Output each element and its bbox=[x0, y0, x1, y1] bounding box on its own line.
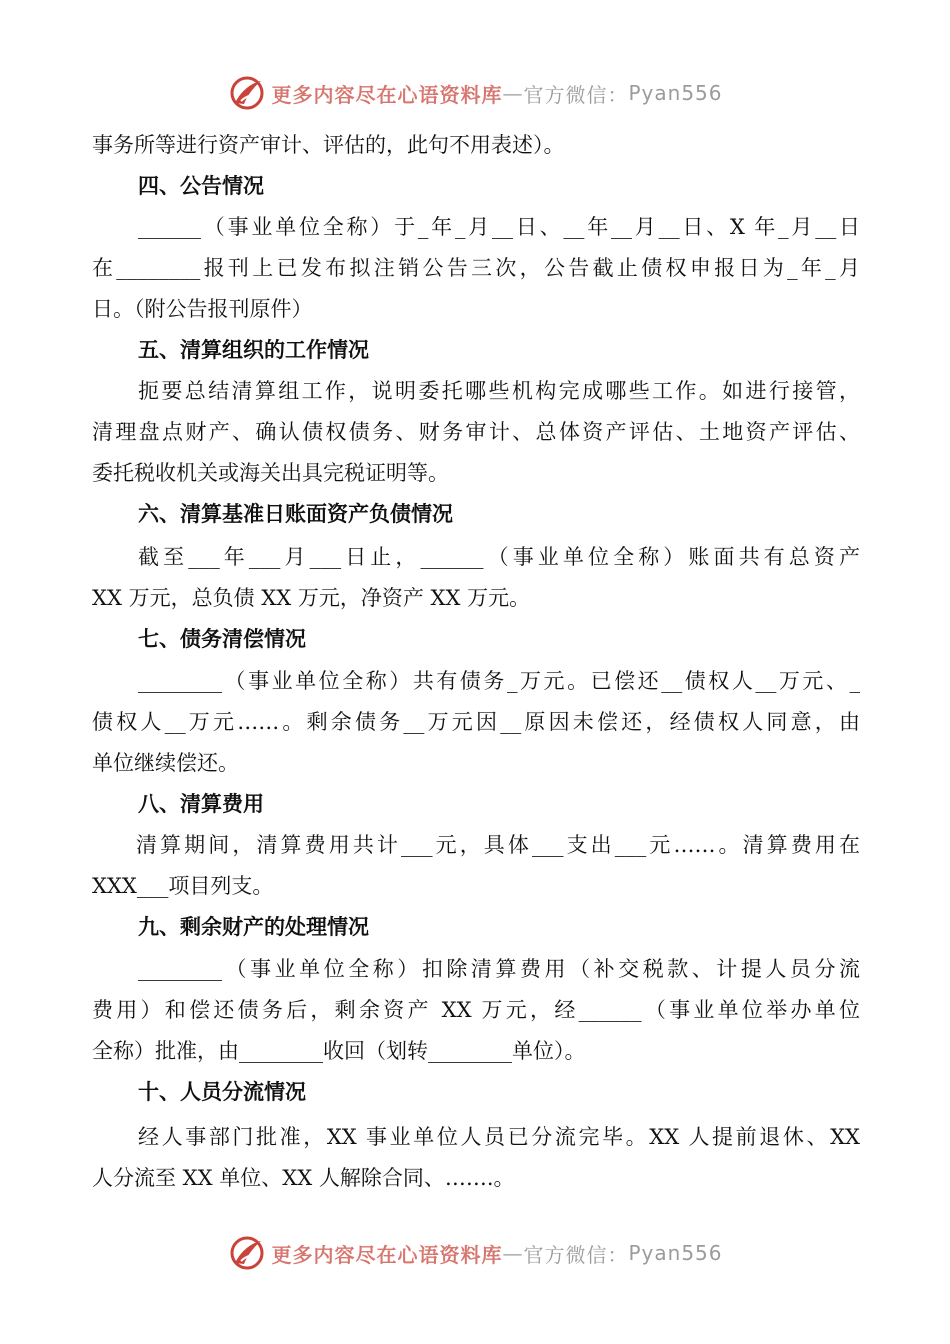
paragraph-line: 债权人__万元……。剩余债务__万元因__原因未偿还，经债权人同意，由 bbox=[92, 710, 860, 734]
paragraph-line: ______（事业单位全称）于_年_月__日、__年__月__日、X 年_月__日 bbox=[138, 215, 860, 239]
paragraph-line: XXX___项目列支。 bbox=[92, 874, 274, 898]
banner-main-text: 更多内容尽在心语资料库 bbox=[271, 82, 503, 107]
section-heading-8: 八、清算费用 bbox=[138, 792, 264, 816]
paragraph-line: 委托税收机关或海关出具完税证明等。 bbox=[92, 461, 449, 485]
banner-separator: — bbox=[502, 81, 524, 105]
brand-logo-icon bbox=[227, 73, 267, 113]
paragraph-line: ________（事业单位全称）共有债务_万元。已偿还__债权人__万元、_ bbox=[138, 669, 860, 693]
banner-main-text: 更多内容尽在心语资料库 bbox=[271, 1242, 503, 1267]
banner-side-text: 官方微信： bbox=[523, 1242, 629, 1267]
section-heading-7: 七、债务清偿情况 bbox=[138, 627, 306, 651]
paragraph-line: 扼要总结清算组工作，说明委托哪些机构完成哪些工作。如进行接管， bbox=[138, 379, 860, 403]
paragraph-line: 全称）批准，由________收回（划转________单位）。 bbox=[92, 1039, 586, 1063]
paragraph-line: 事务所等进行资产审计、评估的，此句不用表述）。 bbox=[92, 133, 565, 157]
section-heading-10: 十、人员分流情况 bbox=[138, 1080, 306, 1104]
section-heading-9: 九、剩余财产的处理情况 bbox=[138, 915, 369, 939]
paragraph-line: 费用）和偿还债务后，剩余资产 XX 万元，经______（事业单位举办单位 bbox=[92, 998, 860, 1022]
banner-side-text: 官方微信： bbox=[523, 82, 629, 107]
header-banner bbox=[0, 73, 950, 113]
paragraph-line: ________（事业单位全称）扣除清算费用（补交税款、计提人员分流 bbox=[138, 957, 860, 981]
banner-separator: — bbox=[502, 1241, 524, 1265]
paragraph-line: 单位继续偿还。 bbox=[92, 751, 239, 775]
footer-banner bbox=[0, 1233, 950, 1273]
paragraph-line: 清理盘点财产、确认债权债务、财务审计、总体资产评估、土地资产评估、 bbox=[92, 420, 860, 444]
section-heading-6: 六、清算基准日账面资产负债情况 bbox=[138, 502, 453, 526]
paragraph-line: 截至___年___月___日止，______（事业单位全称）账面共有总资产 bbox=[138, 545, 860, 569]
brand-logo-icon bbox=[227, 1233, 267, 1273]
section-heading-4: 四、公告情况 bbox=[138, 174, 264, 198]
paragraph-line: 清算期间，清算费用共计___元，具体___支出___元……。清算费用在 bbox=[136, 833, 860, 857]
paragraph-line: 人分流至 XX 单位、XX 人解除合同、…….。 bbox=[92, 1166, 515, 1190]
paragraph-line: 日。（附公告报刊原件） bbox=[92, 297, 313, 321]
paragraph-line: 在________报刊上已发布拟注销公告三次，公告截止债权申报日为_年_月 bbox=[92, 256, 860, 280]
banner-wechat-id: Pyan556 bbox=[628, 81, 723, 105]
banner-wechat-id: Pyan556 bbox=[628, 1241, 723, 1265]
section-heading-5: 五、清算组织的工作情况 bbox=[138, 338, 369, 362]
paragraph-line: XX 万元，总负债 XX 万元，净资产 XX 万元。 bbox=[92, 586, 531, 610]
paragraph-line: 经人事部门批准，XX 事业单位人员已分流完毕。XX 人提前退休、XX bbox=[138, 1125, 860, 1149]
